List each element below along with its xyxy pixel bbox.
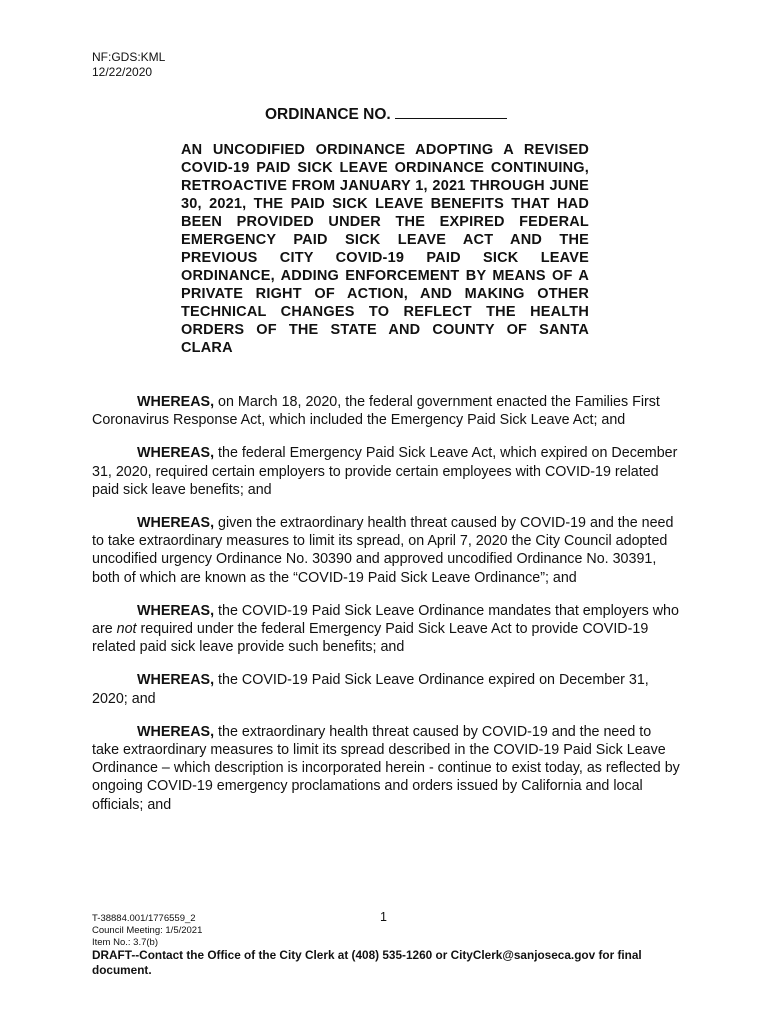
reference-date: 12/22/2020 — [92, 65, 153, 79]
whereas-paragraph — [92, 444, 680, 499]
whereas-paragraph — [92, 514, 680, 587]
paragraph-text: given the extraordinary health threat caused by COVID-19 and the need to take extraordinary measures to limit its spread, on April 7, 2020 the City Council adopted uncodified urgency Ordinance No. 30390 and approved uncodified Ordinance No. 30391, both of which are known as the “COVID-19 Paid Sick Leave Ordinance”; and — [92, 515, 674, 586]
whereas-label: WHEREAS, — [137, 723, 215, 740]
whereas-paragraph — [92, 393, 680, 429]
recitals — [92, 393, 680, 829]
emphasis-text: not — [116, 621, 137, 638]
ordinance-caption: AN UNCODIFIED ORDINANCE ADOPTING A REVISED COVID-19 PAID SICK LEAVE ORDINANCE CONTINUING, RETROACTIVE FROM JANUARY 1, 2021 THROUGH JUNE 30, 2021, THE PAID SICK LEAVE BENEFITS THAT HAD BEEN PROVIDED UNDER THE EXPIRED FEDERAL EMERGENCY PAID SICK LEAVE ACT AND THE PREVIOUS CITY COVID-19 PAID SICK LEAVE ORDINANCE, ADDING ENFORCEMENT BY MEANS OF A PRIVATE RIGHT OF ACTION, AND MAKING OTHER TECHNICAL CHANGES TO REFLECT THE HEALTH ORDERS OF THE STATE AND COUNTY OF SANTA CLARA — [181, 142, 589, 356]
ordinance-number-label: ORDINANCE NO. — [265, 106, 391, 123]
whereas-label: WHEREAS, — [137, 445, 215, 462]
ordinance-number-heading — [265, 106, 507, 124]
whereas-label: WHEREAS, — [137, 515, 215, 532]
draft-notice: DRAFT--Contact the Office of the City Clerk at (408) 535-1260 or CityClerk@sanjoseca.gov for final document. — [92, 948, 642, 977]
page-number: 1 — [380, 910, 387, 924]
paragraph-text: on March 18, 2020, the federal government enacted the Families First Coronavirus Response Act, which included the Emergency Paid Sick Leave Act; and — [92, 394, 660, 429]
whereas-label: WHEREAS, — [137, 672, 215, 689]
whereas-label: WHEREAS, — [137, 602, 215, 619]
document-reference — [92, 50, 165, 80]
paragraph-text: the extraordinary health threat caused by COVID-19 and the need to take extraordinary measures to limit its spread described in the COVID-19 Paid Sick Leave Ordinance – which description is incorporated herein - continue to exist today, as reflected by ongoing COVID-19 emergency proclamations and orders issued by California and local officials; and — [92, 723, 680, 813]
footer-metadata — [92, 913, 202, 949]
paragraph-text: the federal Emergency Paid Sick Leave Act, which expired on December 31, 2020, required certain employers to provide certain employees with COVID-19 related paid sick leave benefits; and — [92, 445, 678, 498]
paragraph-text: the COVID-19 Paid Sick Leave Ordinance expired on December 31, 2020; and — [92, 672, 649, 707]
reference-code: NF:GDS:KML — [92, 50, 166, 64]
paragraph-text: required under the federal Emergency Paid Sick Leave Act to provide COVID-19 related paid sick leave provide such benefits; and — [92, 621, 649, 656]
whereas-paragraph — [92, 602, 680, 657]
footer-doc-id: T-38884.001/1776559_2 — [92, 913, 196, 924]
whereas-label: WHEREAS, — [137, 394, 215, 410]
footer-meeting: Council Meeting: 1/5/2021 — [92, 925, 203, 936]
whereas-paragraph — [92, 671, 680, 707]
paragraph-text: the COVID-19 Paid Sick Leave Ordinance mandates that employers who are — [92, 602, 679, 638]
ordinance-number-blank — [395, 106, 507, 119]
footer-item: Item No.: 3.7(b) — [92, 937, 158, 948]
whereas-paragraph — [92, 723, 680, 814]
